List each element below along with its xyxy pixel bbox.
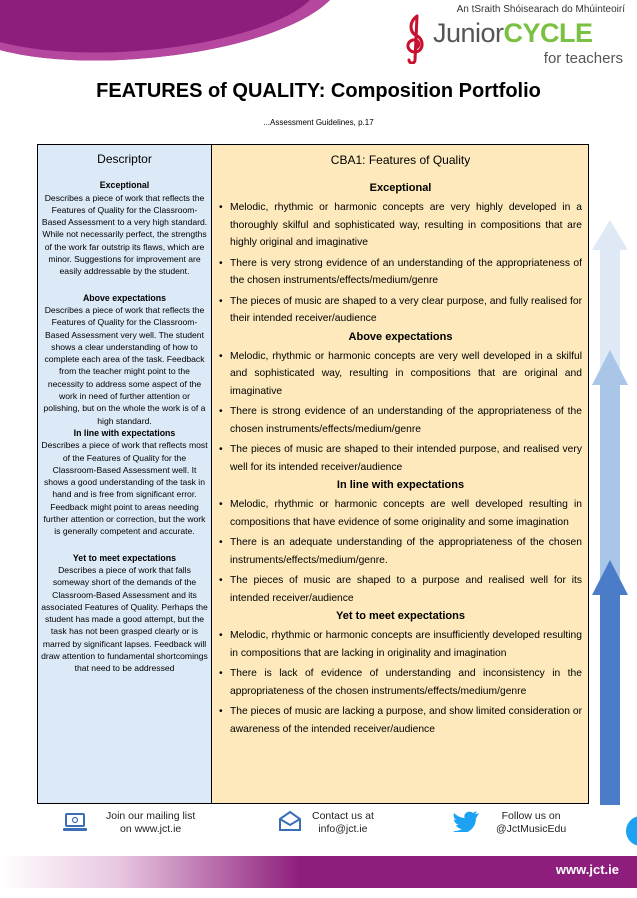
features-in-line (219, 479, 582, 607)
footer-bar-gradient (0, 856, 300, 888)
progress-arrows (590, 210, 630, 805)
envelope-icon (278, 810, 302, 832)
descriptor-level-title: Above expectations (82, 292, 167, 303)
header-swoosh (0, 0, 330, 70)
brand-tagline: An tSraith Shóisearach do Mhúinteoirí (456, 4, 625, 15)
features-bullet-list (219, 348, 582, 477)
features-bullet: • The pieces of music are shaped to a purpose and realised well for its intended receiver/audience (219, 572, 582, 607)
descriptor-level-text: Describes a piece of work that falls someway short of the demands of the Classroom-Based Assessment and its associated Features of Quality. Perhaps the student has made a good attempt, but the task has not been grasped clearly or is marred by significant lapses. Feedback will draw attention to fundamental shortcomings that need to be addressed (41, 564, 208, 674)
junior-cycle-logo (399, 4, 629, 70)
features-level-title: Yet to meet expectations (336, 610, 465, 622)
website-link[interactable]: www.jct.ie (555, 862, 619, 877)
follow-text (496, 810, 566, 836)
features-bullet: • Melodic, rhythmic or harmonic concepts are well developed resulting in compositions that have evidence of some originality and some imagination (219, 496, 582, 531)
features-bullet: • There is lack of evidence of understanding and inconsistency in the appropriateness of the chosen instruments/effects/medium/genre (219, 665, 582, 700)
descriptor-level-text: Describes a piece of work that reflects the Features of Quality for the Classroom-Based Assessment very well. The student shows a clear understanding of how to complete each area of the task. Feedback from the teacher might point to the necessity to address some aspect of the work in need of further attention or polishing, but on the whole the work is of a high standard. (43, 304, 206, 426)
features-bullet: • The pieces of music are shaped to a very clear purpose, and fully realised for their intended receiver/audience (219, 293, 582, 328)
features-column (212, 145, 588, 803)
features-bullet: • There is very strong evidence of an understanding of the appropriateness of the chosen instruments/effects/medium/genre (219, 255, 582, 290)
features-bullet: • There is strong evidence of an understanding of the appropriateness of the chosen instruments/effects/medium/genre (219, 403, 582, 438)
features-bullet: • Melodic, rhythmic or harmonic concepts are very well developed in a skilful and sophisticated way, resulting in compositions that are original and imaginative (219, 348, 582, 401)
features-level-title: Above expectations (348, 330, 453, 343)
descriptor-column (38, 145, 212, 803)
features-bullet: • The pieces of music are lacking a purpose, and show limited consideration or awareness of the intended receiver/audience (219, 703, 582, 738)
brand-junior: Junior (433, 18, 504, 48)
features-yet-to-meet (219, 610, 582, 738)
contact-line2: info@jct.ie (318, 823, 368, 835)
brand-name (433, 18, 593, 49)
follow-line1: Follow us on (501, 810, 561, 822)
contact-line1: Contact us at (312, 810, 374, 822)
mailing-text (106, 810, 195, 836)
descriptor-above (41, 292, 208, 427)
features-bullet: • The pieces of music are shaped to their intended purpose, and realised very well for its intended receiver/audience (219, 441, 582, 476)
contact-text (312, 810, 374, 836)
treble-clef-icon (399, 12, 433, 64)
features-exceptional (219, 182, 582, 328)
descriptor-level-text: Describes a piece of work that reflects the Features of Quality for the Classroom-Based Assessment to a very high standard. While not necessarily perfect, the strengths of the work far outstrip its flaws, which are minor. Suggestions for improvement are easily addressable by the student. (41, 192, 208, 277)
descriptor-heading: Descriptor (97, 152, 152, 166)
mailing-line1: Join our mailing list (106, 810, 196, 822)
mailing-line2: on www.jct.ie (120, 823, 182, 835)
brand-subtitle: for teachers (543, 50, 623, 67)
twitter-icon (452, 810, 480, 832)
page-title: FEATURES of QUALITY: Composition Portfolio (96, 80, 541, 102)
features-bullet-list (219, 627, 582, 738)
features-bullet: • There is an adequate understanding of the appropriateness of the chosen instruments/effects/medium/genre. (219, 534, 582, 569)
page-subtitle: ...Assessment Guidelines, p.17 (263, 118, 374, 127)
descriptor-level-text: Describes a piece of work that reflects most of the Features of Quality for the Classroom-Based Assessment well. It shows a good understanding of the task in hand and is free from significant error. Feedback might point to areas needing further attention or correction, but the work is generally competent and accurate. (41, 440, 208, 537)
features-bullet-list (219, 496, 582, 607)
footer-contacts (0, 808, 637, 854)
arrow-in-line (592, 560, 628, 805)
descriptor-level-title: In line with expectations (73, 427, 176, 438)
features-level-title: Exceptional (369, 182, 432, 194)
brand-cycle: CYCLE (503, 18, 593, 48)
features-above (219, 331, 582, 477)
features-level-title: In line with expectations (336, 479, 465, 491)
descriptor-in-line (41, 427, 208, 538)
features-heading: CBA1: Features of Quality (330, 153, 471, 167)
descriptor-exceptional (41, 179, 208, 277)
descriptor-level-title: Yet to meet expectations (72, 552, 177, 563)
features-bullet: • Melodic, rhythmic or harmonic concepts are insufficiently developed resulting in compositions that are lacking in originality and imagination (219, 627, 582, 662)
laptop-icon (62, 812, 88, 834)
descriptor-yet-to-meet (41, 552, 208, 675)
features-bullet-list (219, 199, 582, 328)
features-table (37, 144, 589, 804)
features-bullet: • Melodic, rhythmic or harmonic concepts are very highly developed in a thoroughly skilful and sophisticated way, resulting in compositions that are highly original and imaginative (219, 199, 582, 252)
follow-line2: @JctMusicEdu (496, 823, 567, 835)
descriptor-level-title: Exceptional (99, 180, 150, 191)
